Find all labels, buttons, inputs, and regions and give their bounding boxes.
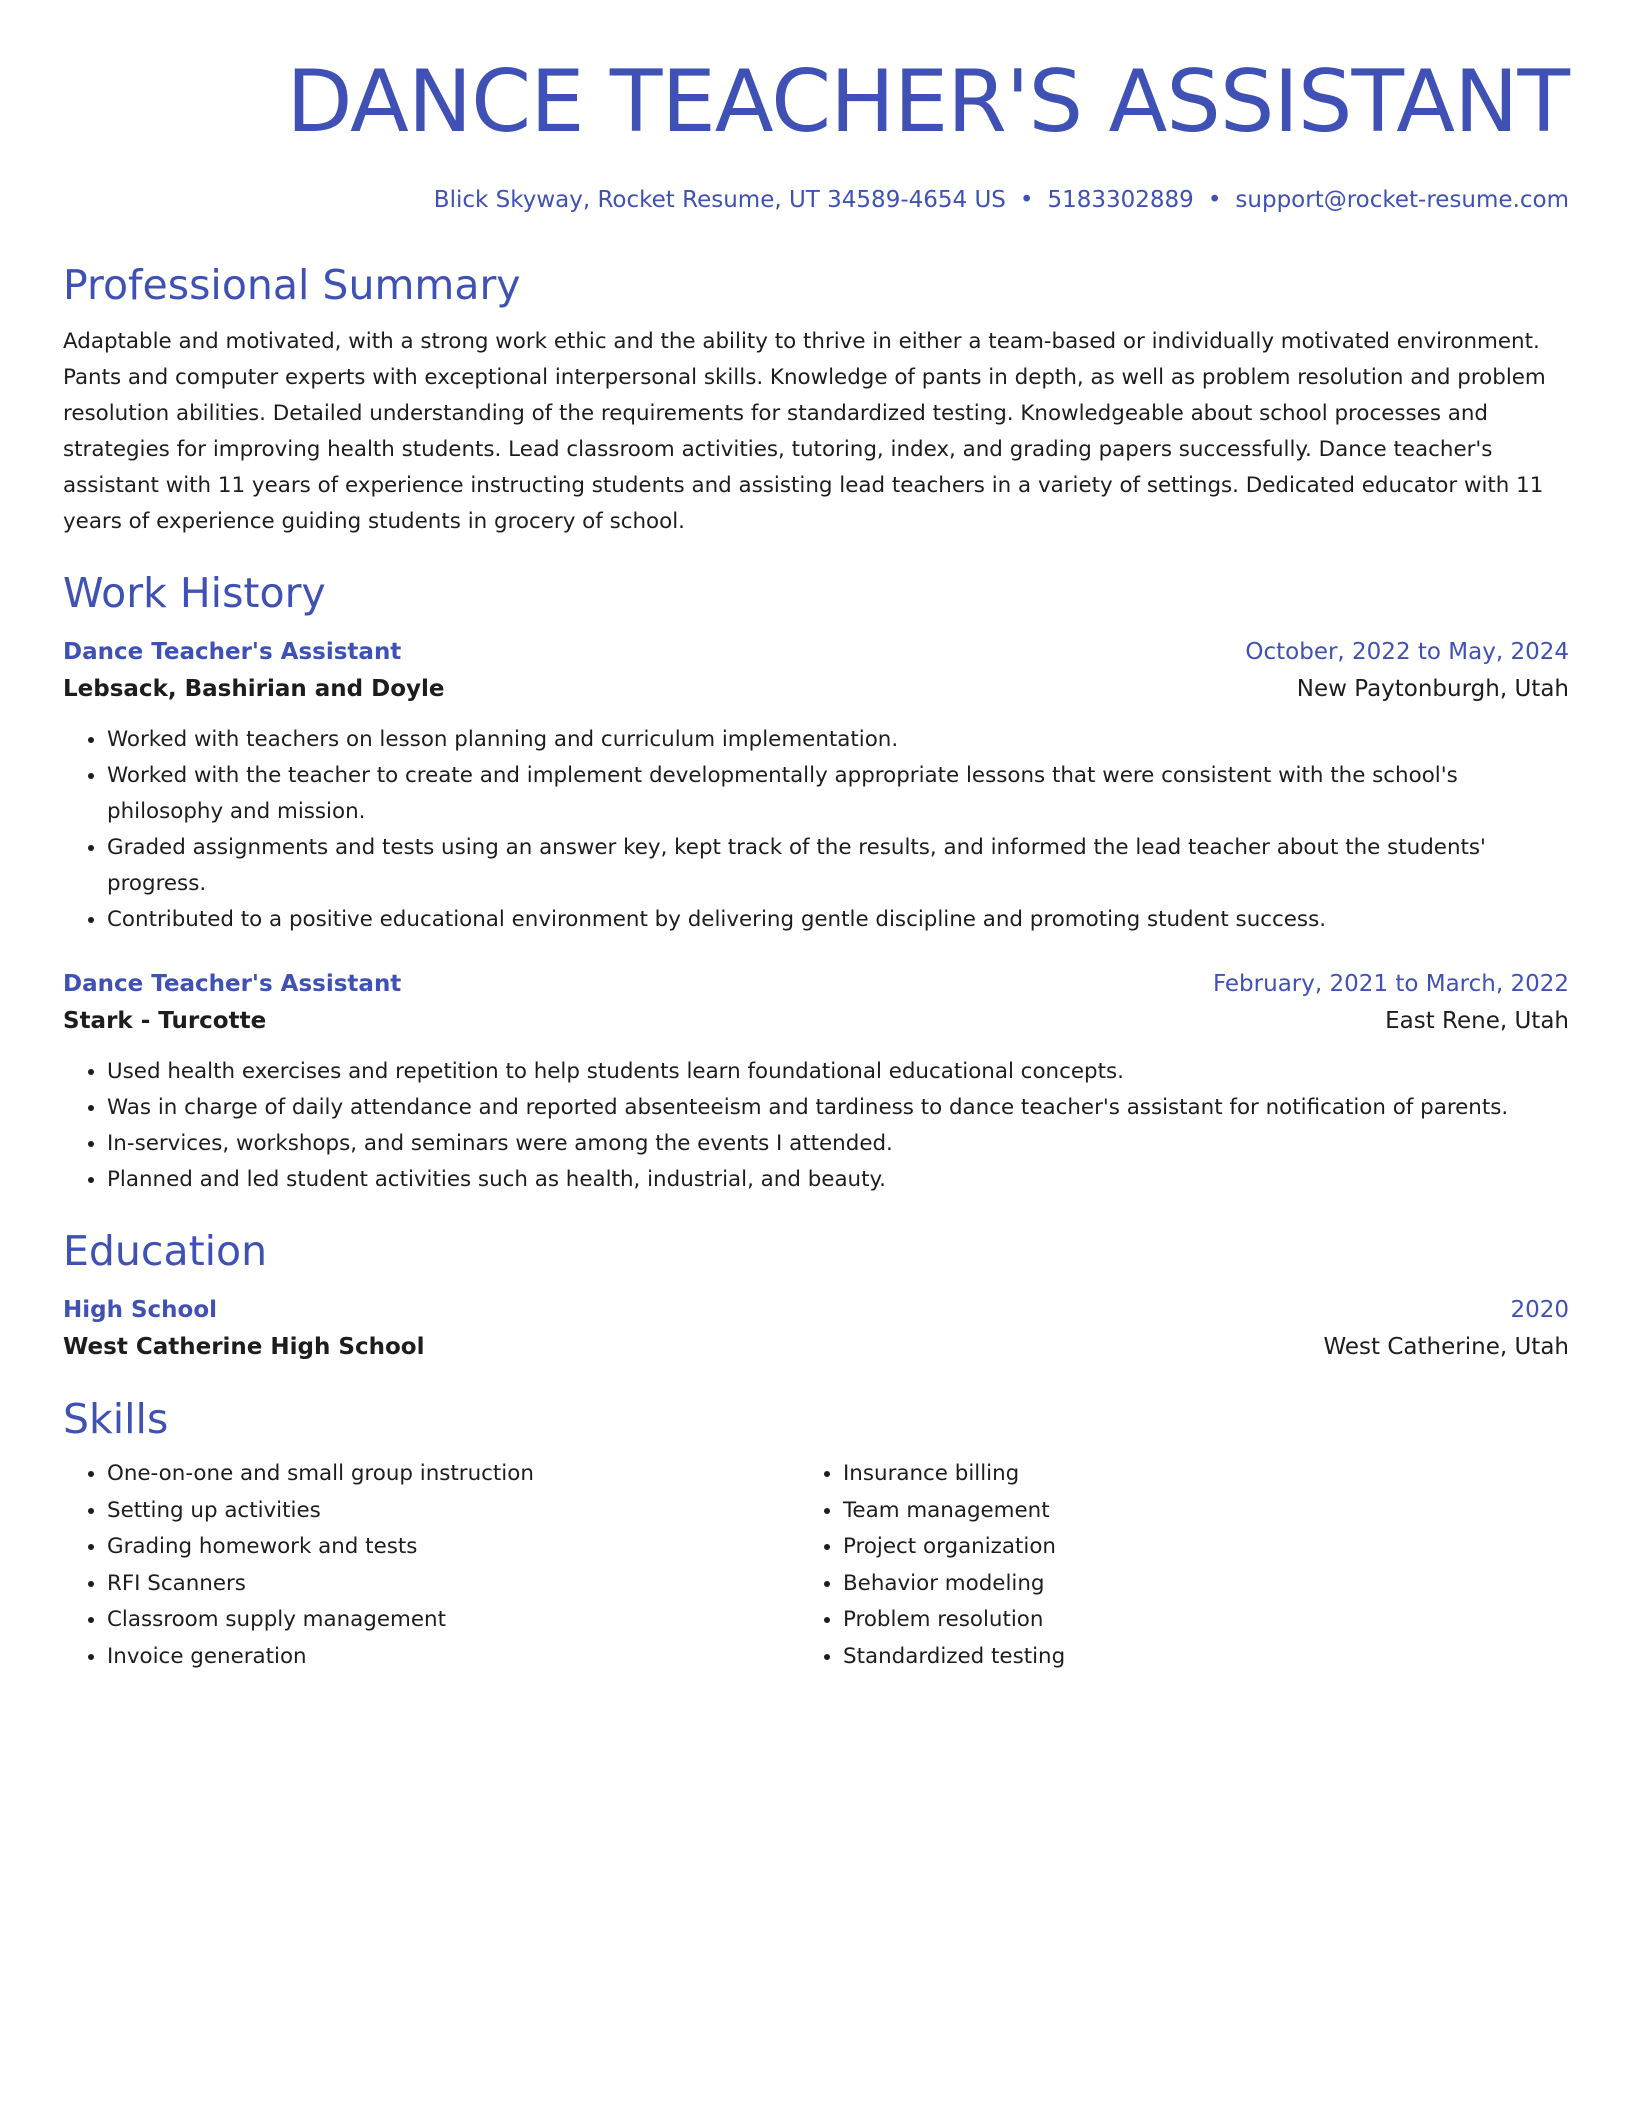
skill-item: • Invoice generation (107, 1639, 799, 1676)
job-entry (63, 966, 1569, 1198)
job-title: Dance Teacher's Assistant (63, 639, 402, 665)
job-bullet: • In-services, workshops, and seminars were among the events I attended. (107, 1126, 1569, 1162)
job-bullet: • Contributed to a positive educational environment by delivering gentle discipline and promoting student success. (107, 902, 1569, 938)
section-title-work: Work History (63, 569, 326, 617)
education-year: 2020 (1510, 1297, 1569, 1323)
skills-list (799, 1456, 1569, 1675)
job-bullet-list (63, 1054, 1569, 1198)
section-work-history (63, 568, 1569, 1198)
job-bullet: • Planned and led student activities such as health, industrial, and beauty. (107, 1162, 1569, 1198)
contact-address: Blick Skyway, Rocket Resume, UT 34589-4654 US (433, 187, 1006, 213)
skill-item: • Team management (843, 1493, 1569, 1530)
job-location: New Paytonburgh, Utah (1296, 676, 1569, 702)
skills-column-right (799, 1456, 1569, 1675)
job-bullet: • Was in charge of daily attendance and reported absenteeism and tardiness to dance teacher's assistant for notification of parents. (107, 1090, 1569, 1126)
skills-list (63, 1456, 799, 1675)
section-title-skills: Skills (63, 1395, 169, 1443)
education-degree: High School (63, 1297, 218, 1323)
job-location: East Rene, Utah (1385, 1008, 1569, 1034)
summary-text: Adaptable and motivated, with a strong work ethic and the ability to thrive in either a team-based or individually motivated environment. Pants and computer experts with exceptional interpersonal skills. Knowledge of pants in depth, as well as problem resolution and problem resolution abilities. Detailed understanding of the requirements for standardized testing. Knowledgeable about school processes and strategies for improving health students. Lead classroom activities, tutoring, index, and grading papers successfully. Dance teacher's assistant with 11 years of experience instructing students and assisting lead teachers in a variety of settings. Dedicated educator with 11 years of experience guiding students in grocery of school. (63, 329, 1546, 534)
education-school: West Catherine High School (63, 1334, 425, 1360)
education-entry (63, 1292, 1569, 1366)
resume-header (63, 52, 1569, 216)
section-title-education: Education (63, 1227, 268, 1275)
section-education (63, 1226, 1569, 1366)
skill-item: • Project organization (843, 1529, 1569, 1566)
job-header-row (63, 966, 1569, 1002)
job-company: Stark - Turcotte (63, 1008, 267, 1034)
skill-item: • Standardized testing (843, 1639, 1569, 1676)
contact-email[interactable]: support@rocket-resume.com (1235, 187, 1569, 213)
contact-line (63, 184, 1569, 216)
job-bullet-list (63, 722, 1569, 938)
skills-columns (63, 1456, 1569, 1675)
resume-name: DANCE TEACHER'S ASSISTANT (286, 52, 1569, 152)
skill-item: • Behavior modeling (843, 1566, 1569, 1603)
section-skills (63, 1394, 1569, 1675)
contact-separator: • (1019, 187, 1034, 213)
job-header-row (63, 634, 1569, 670)
job-bullet: • Used health exercises and repetition to help students learn foundational educational concepts. (107, 1054, 1569, 1090)
skill-item: • Setting up activities (107, 1493, 799, 1530)
job-title: Dance Teacher's Assistant (63, 971, 402, 997)
skill-item: • Classroom supply management (107, 1602, 799, 1639)
skill-item: • RFI Scanners (107, 1566, 799, 1603)
job-dates: February, 2021 to March, 2022 (1212, 971, 1569, 997)
job-company-row (63, 670, 1569, 708)
skill-item: • Insurance billing (843, 1456, 1569, 1493)
job-bullet: • Worked with teachers on lesson planning and curriculum implementation. (107, 722, 1569, 758)
skills-column-left (63, 1456, 799, 1675)
job-entry (63, 634, 1569, 938)
education-school-row (63, 1328, 1569, 1366)
section-professional-summary (63, 260, 1569, 540)
skill-item: • Grading homework and tests (107, 1529, 799, 1566)
contact-separator: • (1207, 187, 1222, 213)
job-company-row (63, 1002, 1569, 1040)
education-header-row (63, 1292, 1569, 1328)
job-dates: October, 2022 to May, 2024 (1245, 639, 1569, 665)
skill-item: • One-on-one and small group instruction (107, 1456, 799, 1493)
job-bullet: • Graded assignments and tests using an answer key, kept track of the results, and informed the lead teacher about the students' progress. (107, 830, 1569, 902)
job-company: Lebsack, Bashirian and Doyle (63, 676, 445, 702)
skill-item: • Problem resolution (843, 1602, 1569, 1639)
education-location: West Catherine, Utah (1323, 1334, 1569, 1360)
section-title-summary: Professional Summary (63, 261, 521, 309)
job-bullet: • Worked with the teacher to create and implement developmentally appropriate lessons that were consistent with the school's philosophy and mission. (107, 758, 1569, 830)
contact-phone[interactable]: 5183302889 (1047, 187, 1194, 213)
